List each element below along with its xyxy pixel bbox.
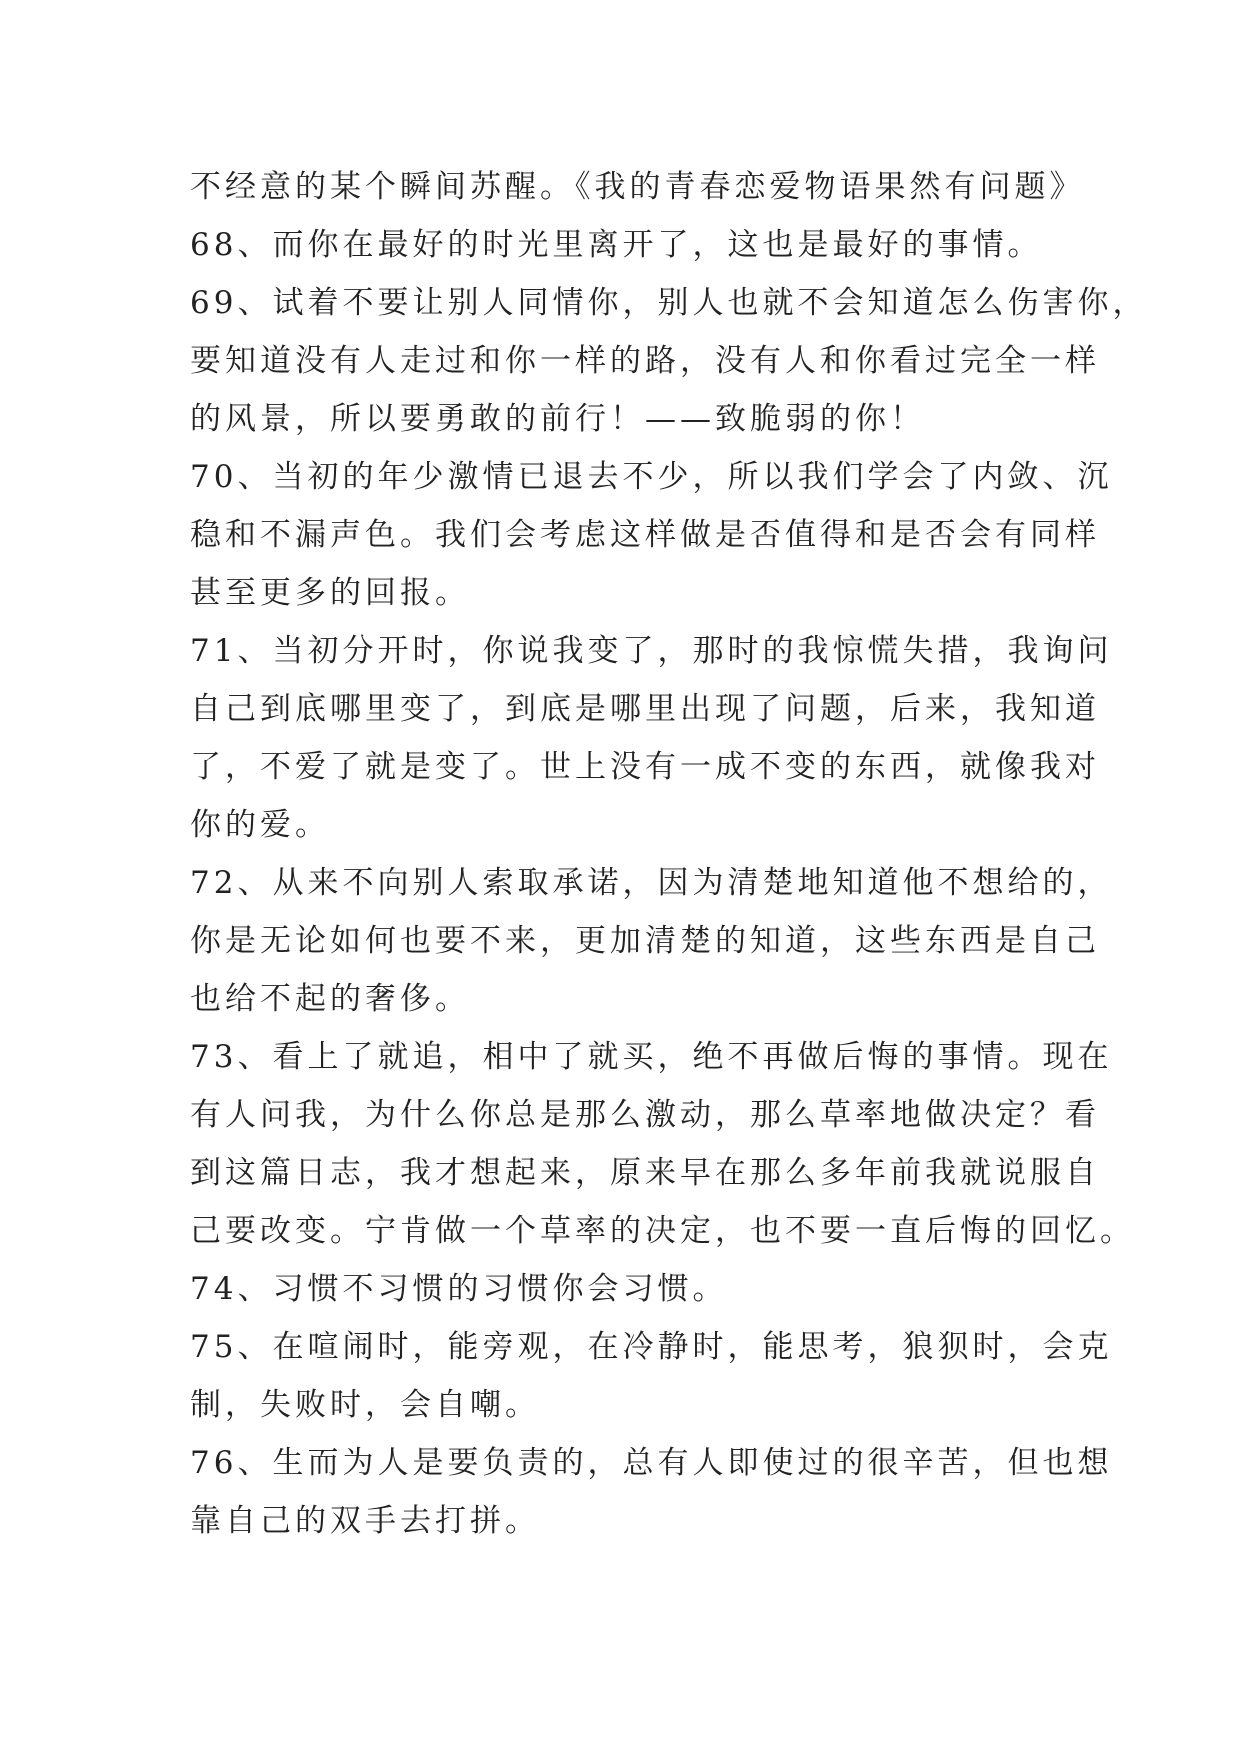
text-line: 70、当初的年少激情已退去不少，所以我们学会了内敛、沉: [190, 459, 1113, 495]
text-line: 稳和不漏声色。我们会考虑这样做是否值得和是否会有同样: [190, 517, 1100, 553]
text-line: 到这篇日志，我才想起来，原来早在那么多年前我就说服自: [190, 1155, 1100, 1191]
text-line: 71、当初分开时，你说我变了，那时的我惊慌失措，我询问: [190, 633, 1113, 669]
text-line: 自己到底哪里变了，到底是哪里出现了问题，后来，我知道: [190, 691, 1100, 727]
text-line: 74、习惯不习惯的习惯你会习惯。: [190, 1271, 728, 1307]
text-line: 有人问我，为什么你总是那么激动，那么草率地做决定？看: [190, 1097, 1100, 1133]
text-line: 你是无论如何也要不来，更加清楚的知道，这些东西是自己: [190, 923, 1100, 959]
text-line: 也给不起的奢侈。: [190, 981, 470, 1017]
text-line: 了，不爱了就是变了。世上没有一成不变的东西，就像我对: [190, 749, 1100, 785]
text-line: 甚至更多的回报。: [190, 575, 470, 611]
text-line: 69、试着不要让别人同情你，别人也就不会知道怎么伤害你，: [190, 285, 1148, 321]
text-line: 72、从来不向别人索取承诺，因为清楚地知道他不想给的，: [190, 865, 1113, 901]
text-line: 靠自己的双手去打拼。: [190, 1503, 540, 1539]
text-line: 76、生而为人是要负责的，总有人即使过的很辛苦，但也想: [190, 1445, 1113, 1481]
text-line: 要知道没有人走过和你一样的路，没有人和你看过完全一样: [190, 343, 1100, 379]
text-line: 75、在喧闹时，能旁观，在冷静时，能思考，狼狈时，会克: [190, 1329, 1113, 1365]
text-line: 的风景，所以要勇敢的前行！——致脆弱的你！: [190, 401, 925, 437]
text-line: 不经意的某个瞬间苏醒。《我的青春恋爱物语果然有问题》: [190, 169, 1085, 205]
text-line: 68、而你在最好的时光里离开了，这也是最好的事情。: [190, 227, 1043, 263]
text-line: 己要改变。宁肯做一个草率的决定，也不要一直后悔的回忆。: [190, 1213, 1135, 1249]
text-line: 73、看上了就追，相中了就买，绝不再做后悔的事情。现在: [190, 1039, 1113, 1075]
document-body: [190, 158, 1148, 1550]
text-line: 制，失败时，会自嘲。: [190, 1387, 540, 1423]
text-line: 你的爱。: [190, 807, 330, 843]
